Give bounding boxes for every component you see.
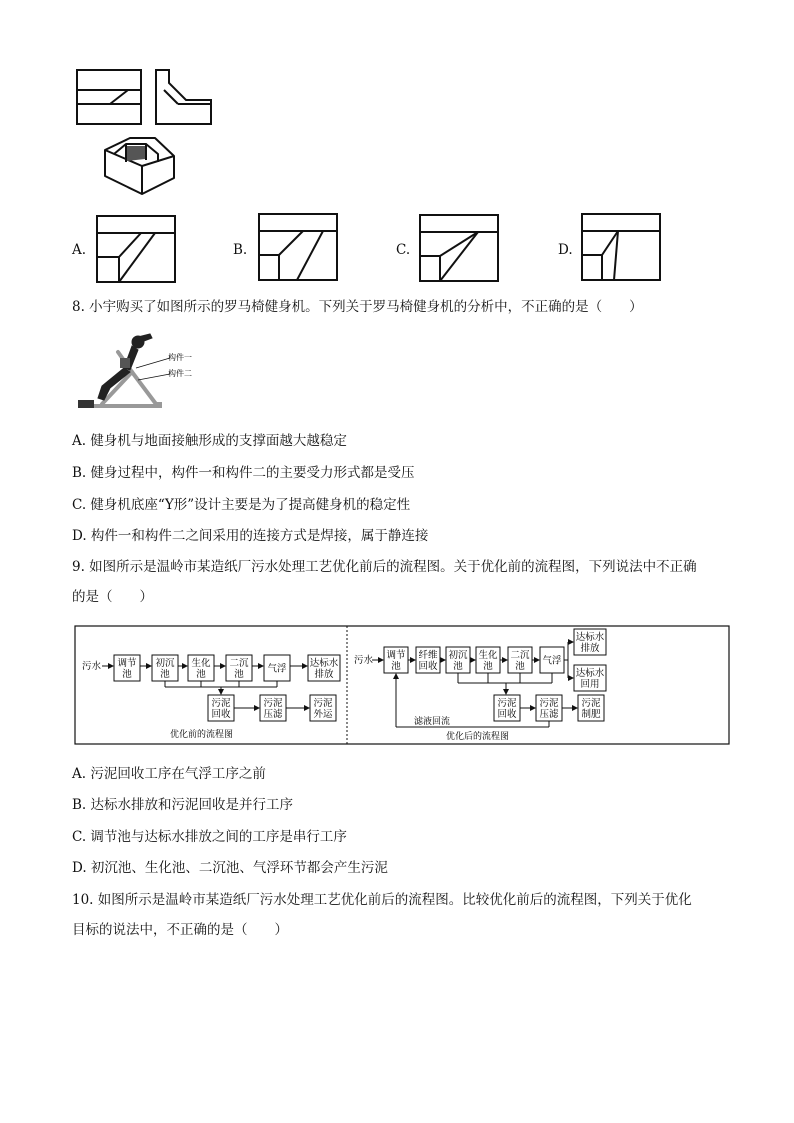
- before-step-3-text: 二沉池: [229, 658, 249, 680]
- q9-stem-line2: 的是（ ）: [72, 589, 153, 605]
- q8-option-c[interactable]: C. 健身机底座“Y形”设计主要是为了提高健身机的稳定性: [72, 497, 411, 513]
- before-sludge-1-text: 污泥压滤: [263, 698, 283, 720]
- q10-stem-line2: 目标的说法中，不正确的是（ ）: [72, 922, 288, 938]
- q7-option-b-label: B.: [233, 242, 248, 258]
- q7-option-d-label: D.: [558, 242, 573, 258]
- q9-stem-line1: 9. 如图所示是温岭市某造纸厂污水处理工艺优化前后的流程图。关于优化前的流程图，下列说法中不正确: [72, 559, 697, 575]
- after-caption: 优化后的流程图: [446, 732, 510, 742]
- q8-option-b[interactable]: B. 健身过程中，构件一和构件二的主要受力形式都是受压: [72, 465, 415, 481]
- q7-option-a-figure[interactable]: [95, 213, 177, 285]
- q7-given-views: [70, 66, 220, 128]
- after-sludge-0-text: 污泥回收: [497, 698, 517, 720]
- q9-flowcharts: [74, 625, 730, 745]
- before-input-label: 污水: [82, 661, 102, 672]
- q8-stem: 8. 小宇购买了如图所示的罗马椅健身机。下列关于罗马椅健身机的分析中，不正确的是（ ）: [72, 299, 643, 315]
- after-sludge-2-text: 污泥制肥: [581, 698, 601, 720]
- q8-label-part1: 构件一: [168, 353, 192, 362]
- after-step-3-text: 生化池: [478, 650, 498, 672]
- q8-roman-chair-figure: [72, 328, 192, 414]
- before-step-1-text: 初沉池: [155, 658, 175, 680]
- after-step-1-text: 纤维回收: [418, 650, 438, 672]
- q7-option-d-figure[interactable]: [580, 211, 662, 283]
- q7-option-c-figure[interactable]: [418, 212, 500, 284]
- after-sludge-1-text: 污泥压滤: [539, 698, 559, 720]
- after-step-5-text: 气浮: [542, 655, 562, 667]
- q9-option-b[interactable]: B. 达标水排放和污泥回收是并行工序: [72, 797, 294, 813]
- after-return-label: 滤液回流: [414, 717, 451, 727]
- before-step-0-text: 调节池: [117, 658, 137, 680]
- before-sludge-0-text: 污泥回收: [211, 698, 231, 720]
- after-output-1-text: 达标水回用: [575, 668, 605, 690]
- before-step-2-text: 生化池: [191, 658, 211, 680]
- q7-isometric-figure: [100, 128, 180, 200]
- before-step-5-text: 达标水排放: [309, 658, 339, 680]
- q8-option-d[interactable]: D. 构件一和构件二之间采用的连接方式是焊接，属于静连接: [72, 528, 429, 544]
- q8-label-part2: 构件二: [168, 369, 192, 378]
- before-step-4-text: 气浮: [267, 663, 287, 675]
- after-step-0-text: 调节池: [386, 650, 406, 672]
- q10-stem-line1: 10. 如图所示是温岭市某造纸厂污水处理工艺优化前后的流程图。比较优化前后的流程图，下列关于优化: [72, 892, 692, 908]
- q7-option-b-figure[interactable]: [257, 211, 339, 283]
- q8-option-a[interactable]: A. 健身机与地面接触形成的支撑面越大越稳定: [72, 433, 347, 449]
- after-step-2-text: 初沉池: [448, 650, 468, 672]
- q7-option-c-label: C.: [396, 242, 411, 258]
- q9-option-d[interactable]: D. 初沉池、生化池、二沉池、气浮环节都会产生污泥: [72, 860, 388, 876]
- q9-option-a[interactable]: A. 污泥回收工序在气浮工序之前: [72, 766, 266, 782]
- q9-option-c[interactable]: C. 调节池与达标水排放之间的工序是串行工序: [72, 829, 347, 845]
- after-step-4-text: 二沉池: [510, 650, 530, 672]
- before-sludge-2-text: 污泥外运: [313, 698, 333, 720]
- after-input-label: 污水: [354, 655, 374, 666]
- before-caption: 优化前的流程图: [170, 730, 234, 740]
- after-output-0-text: 达标水排放: [575, 632, 605, 654]
- q7-option-a-label: A.: [72, 242, 87, 258]
